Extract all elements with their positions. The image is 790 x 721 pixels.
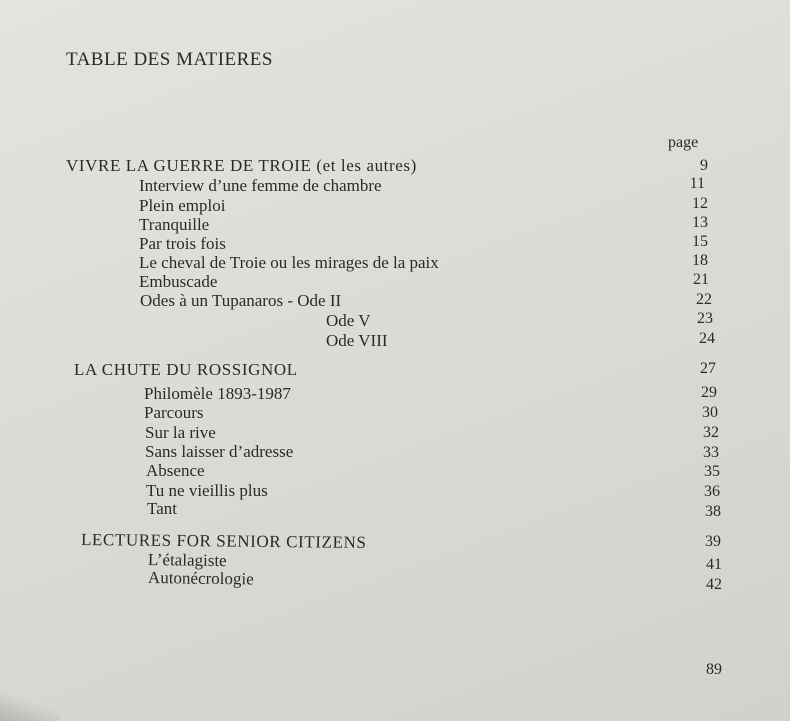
section-title-lectures: LECTURES FOR SENIOR CITIZENS bbox=[80, 530, 367, 552]
toc-entry: L’étalagiste bbox=[147, 550, 227, 571]
toc-entry: Tranquille bbox=[139, 215, 210, 234]
toc-entry: Interview d’une femme de chambre bbox=[139, 176, 382, 195]
section-page-number: 27 bbox=[700, 360, 716, 377]
toc-entry: Ode VIII bbox=[326, 331, 388, 350]
toc-entry-page: 21 bbox=[693, 271, 709, 288]
toc-entry: Sur la rive bbox=[145, 423, 216, 442]
toc-entry-page: 23 bbox=[697, 310, 713, 327]
toc-entry-page: 13 bbox=[692, 214, 708, 231]
toc-entry-page: 15 bbox=[692, 233, 708, 250]
toc-entry-page: 38 bbox=[705, 503, 721, 520]
toc-entry-page: 24 bbox=[699, 330, 715, 347]
toc-entry-page: 35 bbox=[704, 463, 720, 480]
toc-entry-page: 29 bbox=[701, 384, 717, 401]
toc-entry-page: 33 bbox=[703, 444, 719, 461]
section-page-number: 9 bbox=[700, 157, 708, 174]
section-title-suffix: (et les autres) bbox=[316, 156, 417, 175]
toc-entry: Philomèle 1893-1987 bbox=[144, 384, 291, 403]
toc-entry-page: 30 bbox=[702, 404, 718, 421]
toc-entry: Le cheval de Troie ou les mirages de la paix bbox=[139, 253, 439, 272]
toc-entry: Sans laisser d’adresse bbox=[145, 442, 294, 461]
toc-entry-page: 22 bbox=[696, 291, 712, 308]
toc-entry-page: 36 bbox=[704, 483, 720, 500]
toc-entry: Par trois fois bbox=[139, 234, 226, 253]
toc-entry-page: 42 bbox=[706, 576, 722, 593]
section-page-number: 39 bbox=[705, 533, 721, 550]
toc-entry: Tu ne vieillis plus bbox=[146, 481, 268, 500]
toc-entry-page: 12 bbox=[692, 195, 708, 212]
toc-heading: TABLE DES MATIERES bbox=[66, 49, 273, 70]
toc-entry-page: 18 bbox=[692, 252, 708, 269]
toc-entry: Embuscade bbox=[139, 272, 218, 291]
toc-entry-page: 11 bbox=[689, 175, 705, 192]
toc-entry: Tant bbox=[147, 499, 177, 518]
toc-entry-page: 41 bbox=[706, 556, 722, 573]
page-column-label: page bbox=[668, 134, 699, 151]
toc-entry: Absence bbox=[146, 461, 205, 480]
toc-entry: Ode V bbox=[326, 311, 371, 330]
toc-entry: Plein emploi bbox=[139, 196, 226, 215]
page-corner-shadow bbox=[0, 691, 60, 721]
section-title-rossignol: LA CHUTE DU ROSSIGNOL bbox=[74, 360, 298, 379]
toc-entry-page: 32 bbox=[703, 424, 719, 441]
page-number-folio: 89 bbox=[706, 661, 722, 678]
toc-entry: Parcours bbox=[144, 403, 204, 422]
section-title-troie bbox=[66, 156, 417, 176]
toc-entry: Autonécrologie bbox=[147, 568, 254, 589]
section-title-text: VIVRE LA GUERRE DE TROIE bbox=[66, 156, 312, 175]
toc-entry: Odes à un Tupanaros - Ode II bbox=[140, 291, 342, 310]
